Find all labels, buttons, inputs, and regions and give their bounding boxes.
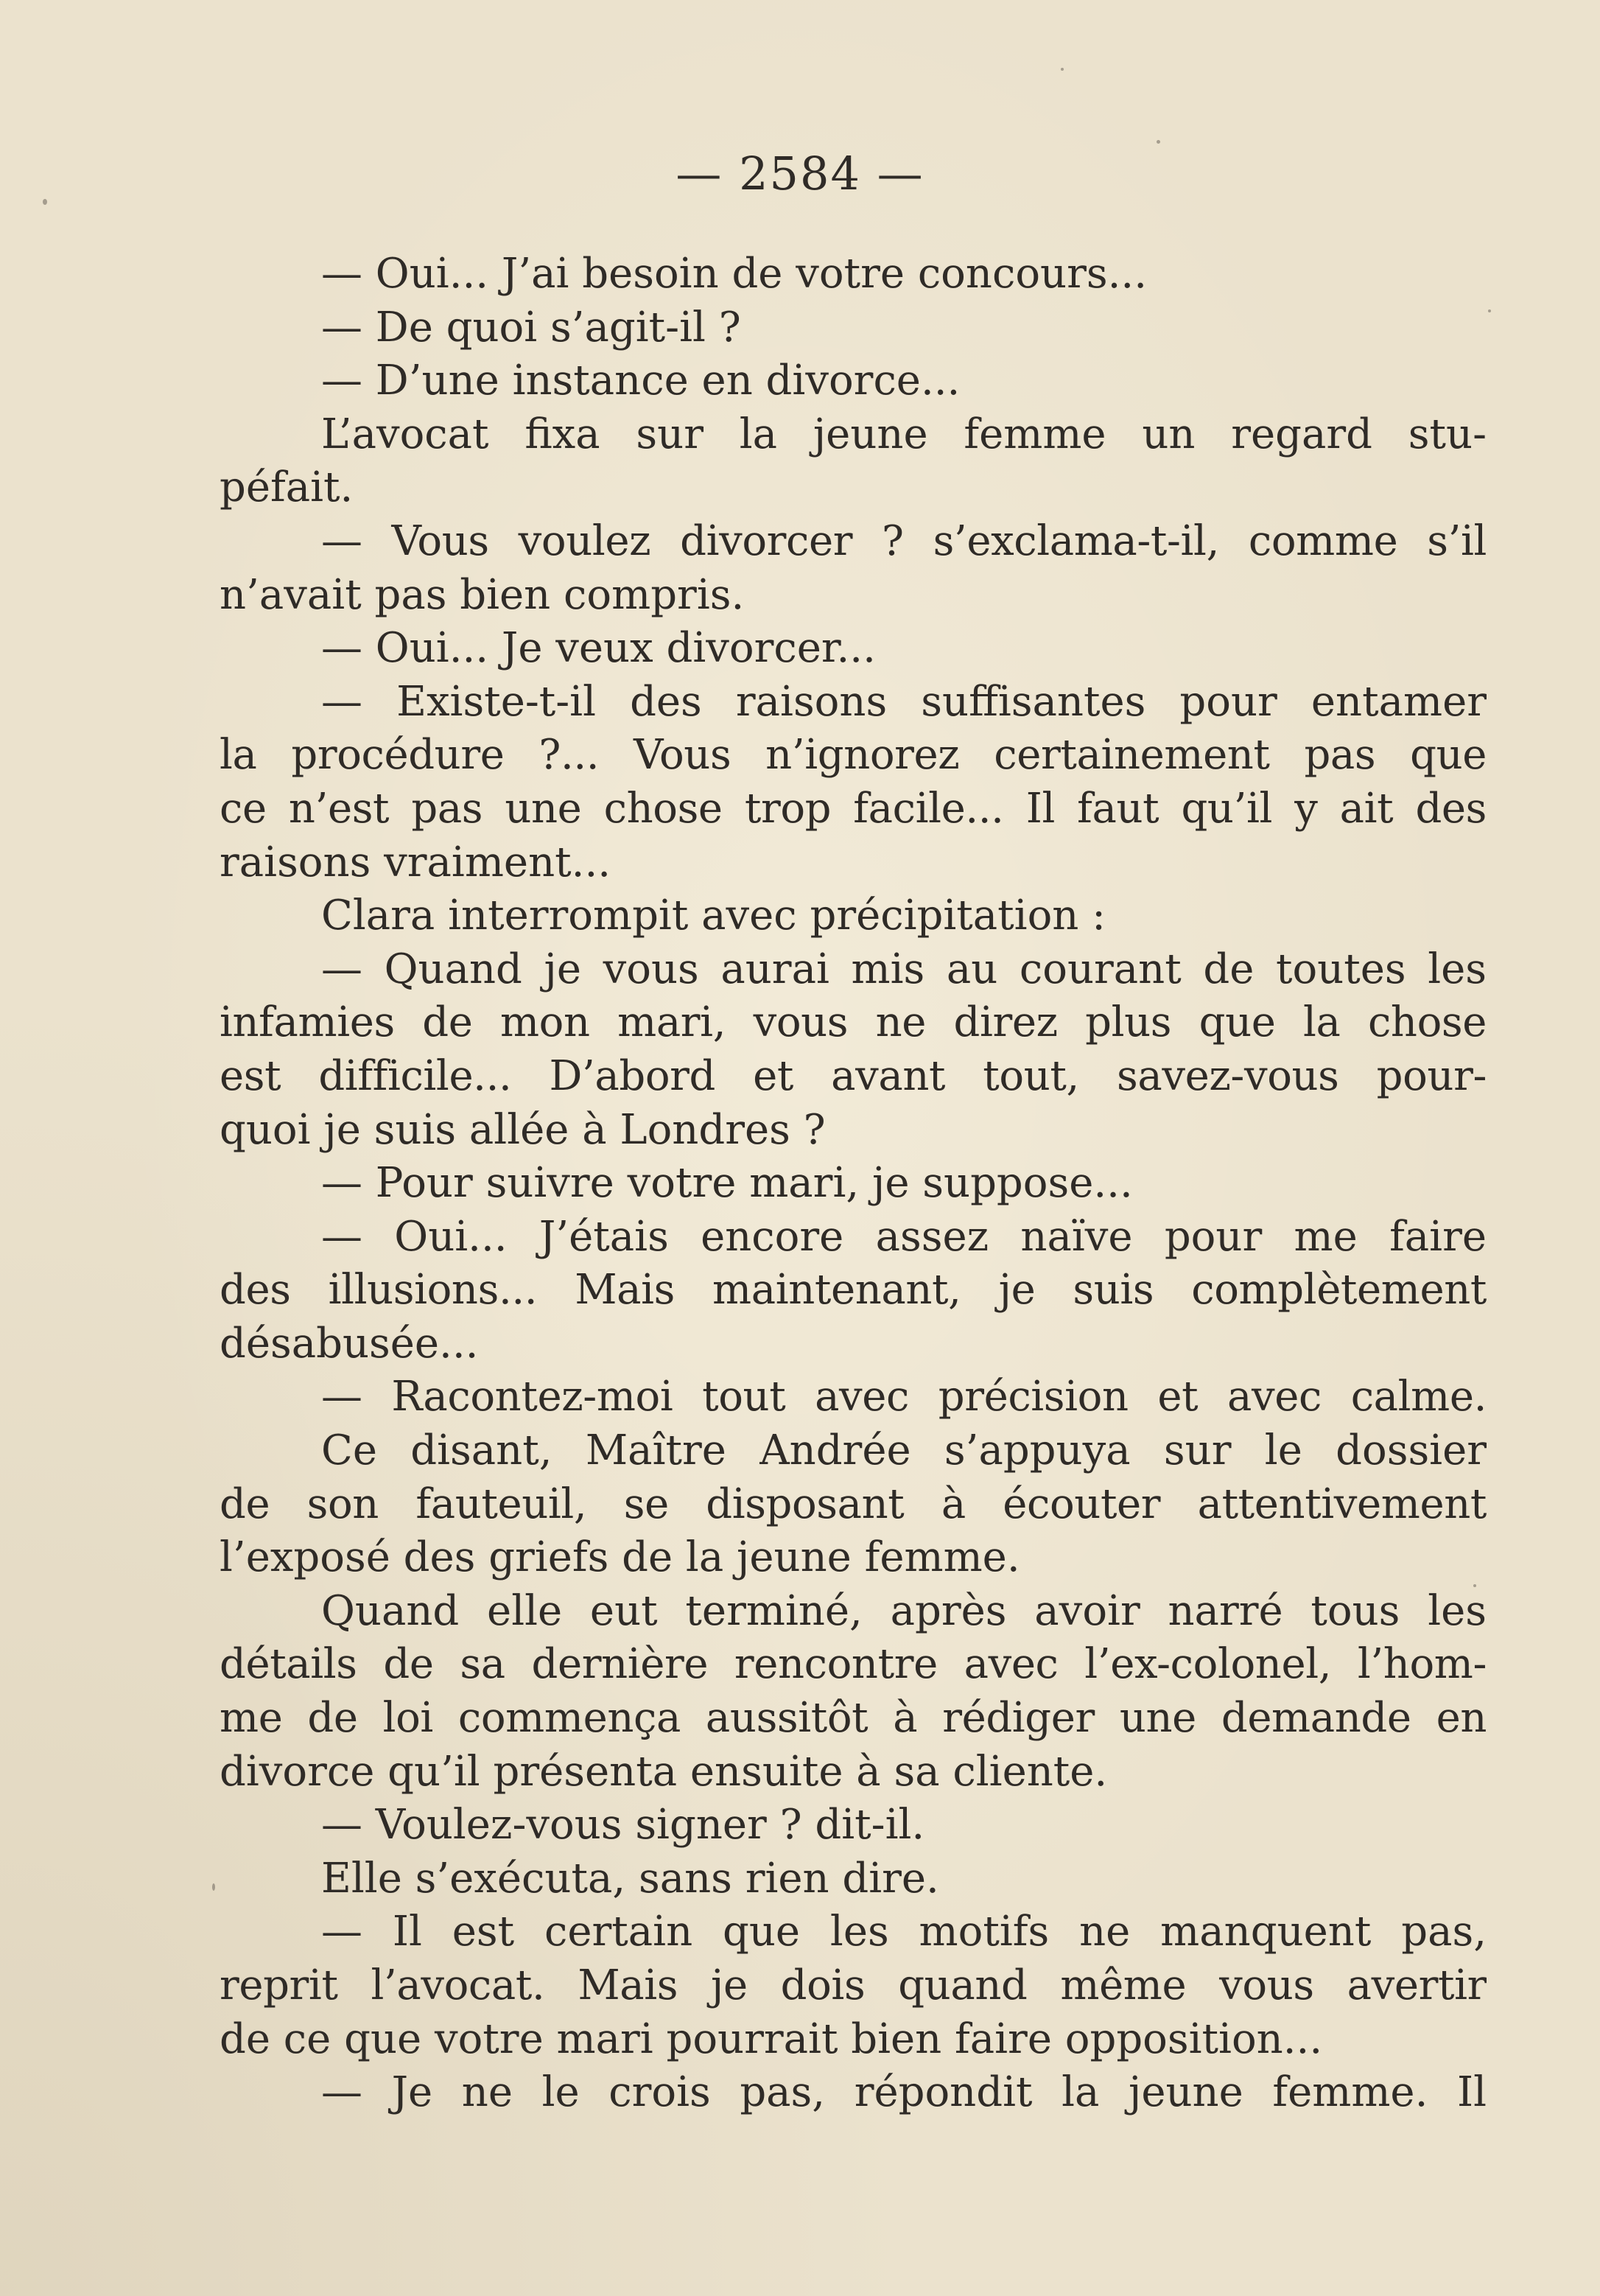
text-line: — D’une instance en divorce... bbox=[321, 357, 961, 405]
text-line: ce n’est pas une chose trop facile... Il faut qu’il y ait des bbox=[220, 784, 1487, 833]
page-number: — 2584 — bbox=[676, 147, 924, 200]
text-line: — Vous voulez divorcer ? s’exclama-t-il, comme s’il bbox=[321, 517, 1487, 565]
text-line: raisons vraiment... bbox=[220, 838, 611, 886]
paper-speck bbox=[43, 199, 47, 205]
text-line: — Pour suivre votre mari, je suppose... bbox=[321, 1159, 1133, 1208]
text-line: quoi je suis allée à Londres ? bbox=[220, 1105, 826, 1154]
text-line: l’exposé des griefs de la jeune femme. bbox=[220, 1533, 1020, 1582]
paper-speck bbox=[212, 1883, 215, 1891]
text-line: — Existe-t-il des raisons suffisantes pour entamer bbox=[321, 677, 1487, 726]
text-line: — Voulez-vous signer ? dit-il. bbox=[321, 1801, 925, 1849]
text-line: reprit l’avocat. Mais je dois quand même vous avertir bbox=[220, 1961, 1487, 2009]
text-line: Elle s’exécuta, sans rien dire. bbox=[321, 1854, 939, 1903]
text-line: est difficile... D’abord et avant tout, savez-vous pour- bbox=[220, 1051, 1487, 1100]
text-line: — Racontez-moi tout avec précision et avec calme. bbox=[321, 1373, 1487, 1421]
text-line: — Oui... J’étais encore assez naïve pour me faire bbox=[321, 1212, 1487, 1261]
text-line: de ce que votre mari pourrait bien faire opposition... bbox=[220, 2015, 1323, 2063]
text-line: divorce qu’il présenta ensuite à sa cliente. bbox=[220, 1747, 1108, 1796]
text-line: L’avocat fixa sur la jeune femme un regard stu- bbox=[321, 410, 1487, 458]
text-line: Quand elle eut terminé, après avoir narré tous les bbox=[321, 1586, 1487, 1635]
text-line: — Il est certain que les motifs ne manquent pas, bbox=[321, 1908, 1487, 1956]
text-line: détails de sa dernière rencontre avec l’ex-colonel, l’hom- bbox=[220, 1640, 1487, 1689]
text-line: n’avait pas bien compris. bbox=[220, 570, 745, 619]
text-line: Ce disant, Maître Andrée s’appuya sur le dossier bbox=[321, 1427, 1487, 1475]
text-line: — De quoi s’agit-il ? bbox=[321, 303, 741, 351]
text-line: Clara interrompit avec précipitation : bbox=[321, 892, 1106, 940]
text-line: péfait. bbox=[220, 463, 354, 512]
text-line: infamies de mon mari, vous ne direz plus que la chose bbox=[220, 998, 1487, 1047]
text-line: la procédure ?... Vous n’ignorez certainement pas que bbox=[220, 731, 1487, 780]
text-line: — Quand je vous aurai mis au courant de toutes les bbox=[321, 945, 1487, 993]
text-line: des illusions... Mais maintenant, je suis complètement bbox=[220, 1266, 1487, 1315]
text-line: — Je ne le crois pas, répondit la jeune femme. Il bbox=[321, 2068, 1487, 2117]
body-text bbox=[220, 248, 1487, 2120]
paper-speck bbox=[1157, 140, 1160, 144]
text-line: — Oui... J’ai besoin de votre concours... bbox=[321, 250, 1148, 298]
paper-speck bbox=[1061, 68, 1064, 71]
text-line: — Oui... Je veux divorcer... bbox=[321, 624, 876, 673]
text-line: de son fauteuil, se disposant à écouter attentivement bbox=[220, 1480, 1487, 1528]
text-line: désabusée... bbox=[220, 1319, 479, 1368]
text-line: me de loi commença aussitôt à rédiger une demande en bbox=[220, 1694, 1487, 1743]
paper-speck bbox=[1473, 1584, 1476, 1587]
paper-speck bbox=[1488, 309, 1491, 312]
